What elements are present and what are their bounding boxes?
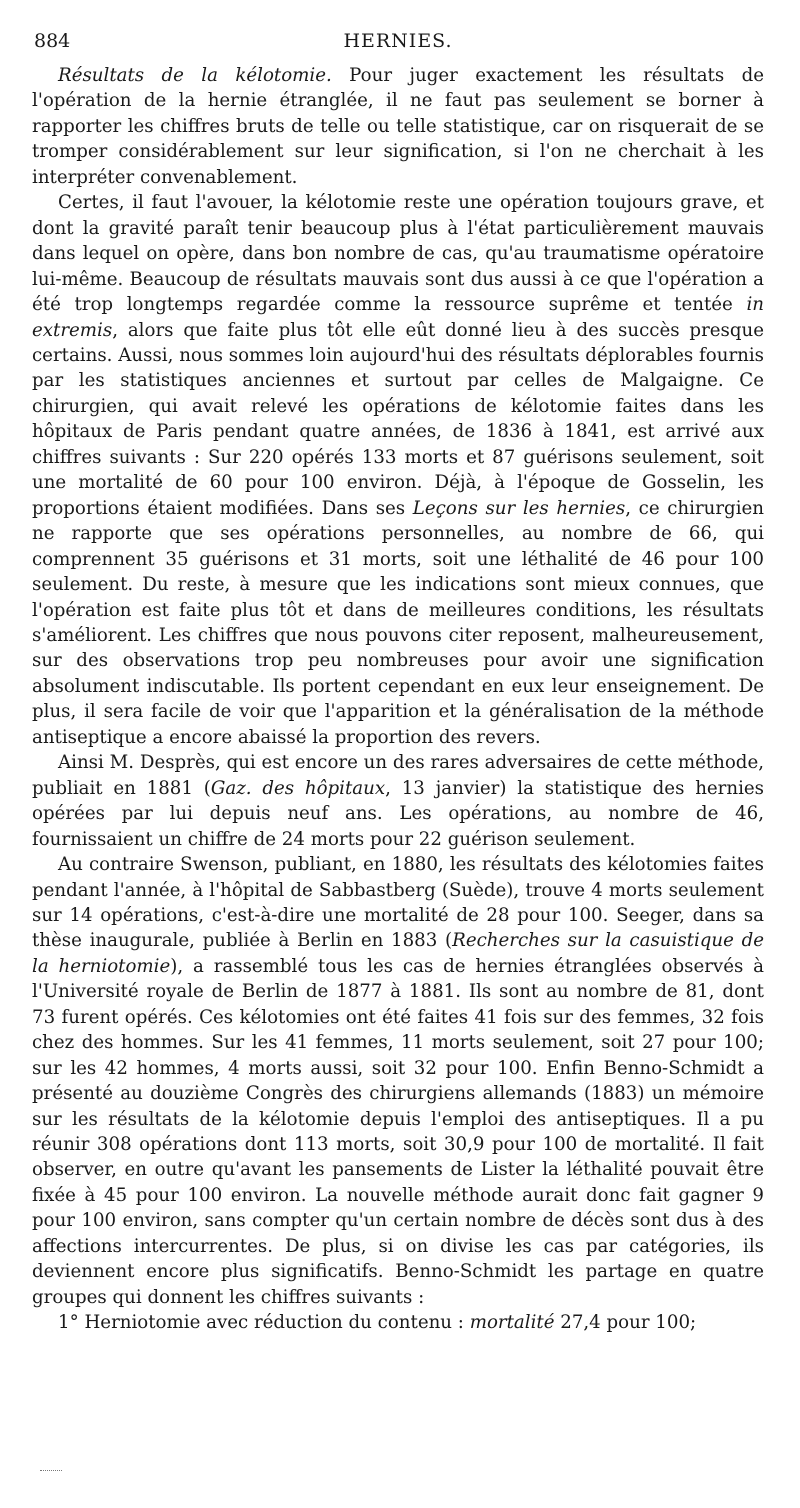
page-heading: HERNIES.	[343, 30, 453, 52]
list-item-text: 1° Herniotomie avec réduction du contenu :	[58, 1312, 470, 1334]
paragraph-text: Pour juger exactement les résultats de l'opération de la hernie étranglée, il ne faut pas seulement se borner à rapporter les chiffres bruts de telle ou telle statistique, car on risquerait de se tromper considérablement sur leur signification, si l'on ne cherchait à les interpréter convenablement.	[32, 65, 764, 188]
paragraph-text: ), a rassemblé tous les cas de hernies étranglées observés à l'Université royale de Berlin de 1877 à 1881. Ils sont au nombre de 81, dont 73 furent opérés. Ces kélotomies ont été faites 41 fois sur des femmes, 32 fois chez des hommes. Sur les 41 femmes, 11 morts seulement, soit 27 pour 100; sur les 42 hommes, 4 morts aussi, soit 32 pour 100. Enfin Benno-Schmidt a présenté au douzième Congrès des chirurgiens allemands (1883) un mémoire sur les résultats de la kélotomie depuis l'emploi des antiseptiques. Il a pu réunir 308 opérations dont 113 morts, soit 30,9 pour 100 de mortalité. Il fait observer, en outre qu'avant les pansements de Lister la léthalité pouvait être fixée à 45 pour 100 environ. La nouvelle méthode aurait donc fait gagner 9 pour 100 environ, sans compter qu'un certain nombre de décès sont dus à des affections intercurrentes. De plus, si on divise les cas par catégories, ils deviennent encore plus significatifs. Benno-Schmidt les partage en quatre groupes qui donnent les chiffres suivants :	[32, 955, 765, 1308]
paragraph-text: Certes, il faut l'avouer, la kélotomie reste une opération toujours grave, et dont la gravité paraît tenir beaucoup plus à l'état particulièrement mauvais dans lequel on opère, dans bon nombre de cas, qu'au traumatisme opératoire lui-même. Beaucoup de résultats mauvais sont dus aussi à ce que l'opération a été trop longtemps regardée comme la ressource suprême et tentée	[32, 192, 764, 316]
list-item-herniotomie	[32, 1310, 764, 1335]
page-number: 884	[34, 30, 71, 52]
paragraph-despres	[32, 750, 764, 852]
paragraph-swenson	[32, 852, 764, 1310]
paragraph-kelotomie-results	[32, 63, 764, 190]
italic-phrase: in extremis	[32, 294, 764, 341]
paragraph-text: , 13 janvier) la statistique des hernies opérées par lui depuis neuf ans. Les opérations, au nombre de 46, fournissaient un chiffre de 24 morts pour 22 guérison seulement.	[32, 777, 764, 850]
paragraph-text: , ce chirurgien ne rapporte que ses opérations personnelles, au nombre de 66, qui comprennent 35 guérisons et 31 morts, soit une léthalité de 46 pour 100 seulement. Du reste, à mesure que les indications sont mieux connues, que l'opération est faite plus tôt et dans de meilleures conditions, les résultats s'améliorent. Les chiffres que nous pouvons citer reposent, malheureusement, sur des observations trop peu nombreuses pour avoir une signification absolument indiscutable. Ils portent cependant en eux leur enseignement. De plus, il sera facile de voir que l'apparition et la généralisation de la méthode antiseptique a encore abaissé la proportion des revers.	[32, 497, 764, 748]
journal-title: Gaz. des hôpitaux	[210, 777, 386, 799]
paragraph-text: Ainsi M. Desprès, qui est encore un des rares adversaires de cette méthode, publiait en 1881 (	[32, 752, 764, 799]
body-text	[32, 63, 764, 1336]
book-title: Leçons sur les hernies	[412, 497, 626, 519]
paragraph-text: Au contraire Swenson, publiant, en 1880, les résultats des kélotomies faites pendant l'année, à l'hôpital de Sabbastberg (Suède), trouve 4 morts seulement sur 14 opérations, c'est-à-dire une mortalité de 28 pour 100. Seeger, dans sa thèse inaugurale, publiée à Berlin en 1883 (	[32, 854, 764, 952]
italic-word: mortalité	[469, 1312, 555, 1334]
bottom-margin-mark	[40, 1470, 62, 1471]
running-head	[34, 30, 762, 54]
list-item-text: 27,4 pour 100;	[554, 1312, 697, 1334]
paragraph-text: , alors que faite plus tôt elle eût donné lieu à des succès presque certains. Aussi, nous sommes loin aujourd'hui des résultats déplorables fournis par les statistiques anciennes et surtout par celles de Malgaigne. Ce chirurgien, qui avait relevé les opérations de kélotomie faites dans les hôpitaux de Paris pendant quatre années, de 1836 à 1841, est arrivé aux chiffres suivants : Sur 220 opérés 133 morts et 87 guérisons seulement, soit une mortalité de 60 pour 100 environ. Déjà, à l'époque de Gosselin, les proportions étaient modifiées. Dans ses	[32, 319, 764, 519]
paragraph-gravity	[32, 190, 764, 750]
thesis-title: Recherches sur la casuistique de la herniotomie	[32, 930, 764, 977]
section-heading: Résultats de la kélotomie.	[58, 65, 332, 86]
